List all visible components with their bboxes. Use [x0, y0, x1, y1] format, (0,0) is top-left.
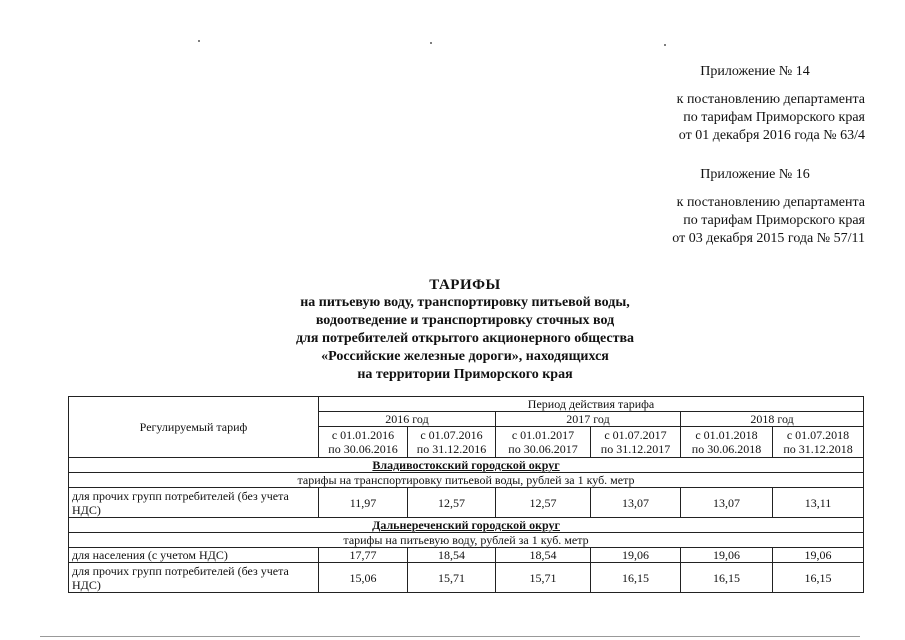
header-period-cell: с 01.01.2017 по 30.06.2017 [496, 427, 591, 458]
title-line: «Российские железные дороги», находящихся [321, 349, 609, 364]
annex-basis [625, 194, 865, 248]
title-line: на питьевую воду, транспортировку питьевой воды, [300, 295, 630, 310]
header-period-cell: с 01.07.2016 по 31.12.2016 [408, 427, 496, 458]
value-cell: 19,06 [681, 548, 773, 563]
table-row [69, 488, 864, 518]
title-main: ТАРИФЫ [429, 277, 501, 293]
value-cell: 11,97 [319, 488, 408, 518]
value-cell: 12,57 [408, 488, 496, 518]
header-year: 2016 год [319, 412, 496, 427]
value-cell: 19,06 [773, 548, 864, 563]
title-line: на территории Приморского края [357, 367, 573, 382]
document-title [205, 276, 725, 384]
value-cell: 17,77 [319, 548, 408, 563]
annex-basis-line: к постановлению департамента [676, 195, 865, 210]
value-cell: 18,54 [408, 548, 496, 563]
scan-edge-line [40, 636, 860, 637]
annex-block-2 [625, 166, 865, 248]
header-year: 2018 год [681, 412, 864, 427]
row-label: для населения (с учетом НДС) [69, 548, 319, 563]
section-subtitle-row: тарифы на питьевую воду, рублей за 1 куб. метр [69, 533, 864, 548]
header-period-cell: с 01.01.2016 по 30.06.2016 [319, 427, 408, 458]
row-label: для прочих групп потребителей (без учета НДС) [69, 488, 319, 518]
scan-speck [664, 44, 666, 46]
annex-number: Приложение № 14 [700, 64, 810, 79]
header-period-cell: с 01.07.2017 по 31.12.2017 [591, 427, 681, 458]
annex-basis [625, 91, 865, 145]
value-cell: 16,15 [773, 563, 864, 593]
table-row [69, 563, 864, 593]
header-period-cell: с 01.07.2018 по 31.12.2018 [773, 427, 864, 458]
value-cell: 12,57 [496, 488, 591, 518]
annex-basis-line: по тарифам Приморского края [683, 110, 865, 125]
row-label: для прочих групп потребителей (без учета НДС) [69, 563, 319, 593]
header-period-cell: с 01.01.2018 по 30.06.2018 [681, 427, 773, 458]
table-row [69, 548, 864, 563]
value-cell: 19,06 [591, 548, 681, 563]
value-cell: 15,71 [496, 563, 591, 593]
value-cell: 16,15 [681, 563, 773, 593]
value-cell: 13,07 [681, 488, 773, 518]
title-line: для потребителей открытого акционерного общества [295, 331, 635, 346]
district-row: Дальнереченский городской округ [69, 518, 864, 533]
tariff-table [68, 396, 864, 593]
value-cell: 16,15 [591, 563, 681, 593]
scan-speck [198, 40, 200, 42]
annex-number: Приложение № 16 [700, 167, 810, 182]
scan-speck [430, 42, 432, 44]
header-regulated-tariff: Регулируемый тариф [69, 397, 319, 458]
annex-basis-line: к постановлению департамента [676, 92, 865, 107]
value-cell: 15,71 [408, 563, 496, 593]
title-line: водоотведение и транспортировку сточных вод [315, 313, 615, 328]
value-cell: 18,54 [496, 548, 591, 563]
annex-basis-line: от 01 декабря 2016 года № 63/4 [678, 128, 865, 143]
header-year: 2017 год [496, 412, 681, 427]
value-cell: 13,11 [773, 488, 864, 518]
value-cell: 13,07 [591, 488, 681, 518]
district-row: Владивостокский городской округ [69, 458, 864, 473]
annex-block-1 [625, 63, 865, 145]
header-period: Период действия тарифа [319, 397, 864, 412]
annex-basis-line: по тарифам Приморского края [683, 213, 865, 228]
section-subtitle-row: тарифы на транспортировку питьевой воды, рублей за 1 куб. метр [69, 473, 864, 488]
value-cell: 15,06 [319, 563, 408, 593]
annex-basis-line: от 03 декабря 2015 года № 57/11 [672, 231, 865, 246]
